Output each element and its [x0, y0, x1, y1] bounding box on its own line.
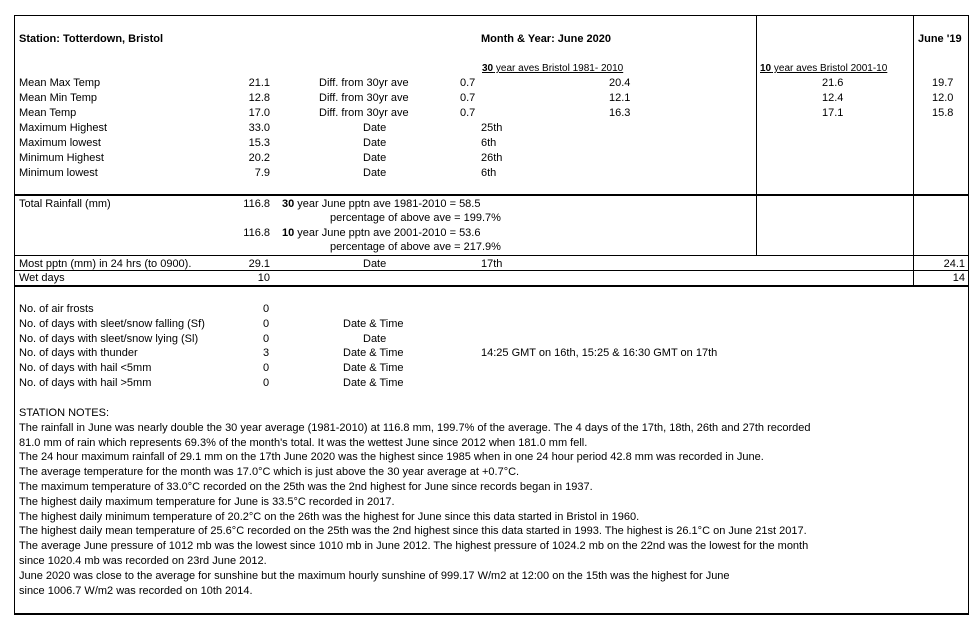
row-value: 10	[257, 272, 270, 284]
divider-h-rainfall	[14, 194, 969, 196]
station-title: Station: Totterdown, Bristol	[19, 33, 164, 45]
divider-h-frosts	[14, 285, 969, 287]
rainfall-value: 116.8	[243, 198, 270, 210]
row-value: 29.1	[248, 258, 270, 270]
note-line: June 2020 was close to the average for sunshine but the maximum hourly sunshine of 999.17 W/m2 at 12:00 on the 15th was the highest for June	[19, 569, 730, 582]
date-value: 26th	[481, 152, 503, 164]
date-label: Date	[363, 167, 387, 179]
ave30-value: 12.1	[609, 92, 631, 104]
row-label: No. of air frosts	[19, 303, 94, 315]
date-label: Date	[363, 152, 387, 164]
note-line: 81.0 mm of rain which represents 69.3% of the month's total. It was the wettest June since 2012 when 181.0 mm fell.	[19, 436, 588, 449]
row-value: 33.0	[248, 122, 270, 134]
diff-label: Diff. from 30yr ave	[319, 92, 409, 104]
row-label: Minimum lowest	[19, 167, 98, 179]
note-line: since 1020.4 mb was recorded on 23rd June 2012.	[19, 554, 267, 567]
date-value: 6th	[481, 137, 497, 149]
note-line: The average June pressure of 1012 mb was the lowest since 1010 mb in June 2012. The highest pressure of 1024.2 mb on the 22nd was the lowest for the month	[19, 540, 809, 553]
row-label: No. of days with hail >5mm	[19, 377, 152, 389]
row-value: 17.0	[248, 107, 270, 119]
row-value: 0	[263, 377, 270, 389]
date-value: 6th	[481, 167, 497, 179]
rainfall-ave30: 30 year June pptn ave 1981-2010 = 58.5	[282, 198, 481, 210]
ave30-header: 30 year aves Bristol 1981- 2010	[482, 63, 624, 74]
row-value: 0	[263, 333, 270, 345]
diff-value: 0.7	[460, 92, 476, 104]
row-label: No. of days with sleet/snow lying (Sl)	[19, 333, 199, 345]
prev-value: 15.8	[932, 107, 954, 119]
rainfall-pct30: percentage of above ave = 199.7%	[330, 212, 501, 224]
date-label: Date & Time	[343, 362, 404, 374]
row-label: Wet days	[19, 272, 65, 284]
ave10-value: 17.1	[822, 107, 844, 119]
date-label: Date	[363, 137, 387, 149]
note-line: The average temperature for the month was 17.0°C which is just above the 30 year average at +0.7°C.	[19, 466, 520, 479]
note-line: The maximum temperature of 33.0°C recorded on the 25th was the 2nd highest for June since records began in 1937.	[19, 480, 593, 493]
row-label: Mean Max Temp	[19, 77, 101, 89]
row-label: Maximum lowest	[19, 137, 101, 149]
rainfall-value-2: 116.8	[243, 227, 270, 239]
ave10-header: 10 year aves Bristol 2001-10	[760, 63, 888, 74]
notes-title: STATION NOTES:	[19, 407, 110, 419]
row-value: 12.8	[248, 92, 270, 104]
note-line: The highest daily maximum temperature for June is 33.5°C recorded in 2017.	[19, 495, 395, 508]
date-label: Date & Time	[343, 347, 404, 359]
diff-value: 0.7	[460, 77, 476, 89]
note-line: The rainfall in June was nearly double the 30 year average (1981-2010) at 116.8 mm, 199.7% of the average. The 4 days of the 17th, 18th, 26th and 27th recorded	[19, 421, 811, 434]
station-notes	[19, 406, 959, 598]
row-value: 20.2	[248, 152, 270, 164]
divider-v-10yr	[913, 15, 914, 255]
date-label: Date	[363, 122, 387, 134]
row-label: Most pptn (mm) in 24 hrs (to 0900).	[19, 258, 192, 270]
date-label: Date	[363, 258, 387, 270]
prev-value: 12.0	[932, 92, 954, 104]
prev-year-title: June '19	[918, 33, 962, 45]
row-label: Maximum Highest	[19, 122, 108, 134]
row-label: No. of days with sleet/snow falling (Sf)	[19, 318, 205, 330]
date-label: Date	[363, 333, 387, 345]
row-value: 0	[263, 318, 270, 330]
row-value: 21.1	[248, 77, 270, 89]
note-line: The 24 hour maximum rainfall of 29.1 mm on the 17th June 2020 was the highest since 1985 when in one 24 hour period 42.8 mm was recorded in June.	[19, 451, 764, 464]
diff-label: Diff. from 30yr ave	[319, 107, 409, 119]
date-label: Date & Time	[343, 377, 404, 389]
diff-value: 0.7	[460, 107, 476, 119]
row-label: No. of days with hail <5mm	[19, 362, 152, 374]
row-value: 15.3	[248, 137, 270, 149]
rainfall-ave10: 10 year June pptn ave 2001-2010 = 53.6	[282, 227, 481, 239]
thunder-note: 14:25 GMT on 16th, 15:25 & 16:30 GMT on 17th	[481, 347, 718, 359]
date-value: 25th	[481, 122, 503, 134]
row-label: Minimum Highest	[19, 152, 104, 164]
ave10-value: 21.6	[822, 77, 844, 89]
divider-h-pptn	[14, 255, 969, 256]
ave30-value: 20.4	[609, 77, 631, 89]
month-year-title: Month & Year: June 2020	[481, 33, 612, 45]
note-line: The highest daily mean temperature of 25.6°C recorded on the 25th was the 2nd highest since this data started in 1993. The highest is 26.1°C on June 21st 2017.	[19, 525, 807, 538]
row-label: No. of days with thunder	[19, 347, 138, 359]
date-value: 17th	[481, 258, 503, 270]
diff-label: Diff. from 30yr ave	[319, 77, 409, 89]
rainfall-pct10: percentage of above ave = 217.9%	[330, 241, 501, 253]
row-value: 3	[263, 347, 270, 359]
row-label: Mean Min Temp	[19, 92, 98, 104]
ave10-value: 12.4	[822, 92, 844, 104]
row-value: 0	[263, 362, 270, 374]
prev-value: 24.1	[943, 258, 965, 270]
note-line: since 1006.7 W/m2 was recorded on 10th 2014.	[19, 584, 253, 597]
date-label: Date & Time	[343, 318, 404, 330]
row-value: 7.9	[254, 167, 270, 179]
note-line: The highest daily minimum temperature of 20.2°C on the 26th was the highest for June since this data started in Bristol in 1960.	[19, 510, 640, 523]
row-value: 0	[263, 303, 270, 315]
row-label: Mean Temp	[19, 107, 77, 119]
prev-value: 19.7	[932, 77, 954, 89]
ave30-value: 16.3	[609, 107, 631, 119]
prev-value: 14	[952, 272, 965, 284]
divider-v-30yr	[756, 15, 757, 255]
rainfall-label: Total Rainfall (mm)	[19, 198, 111, 210]
